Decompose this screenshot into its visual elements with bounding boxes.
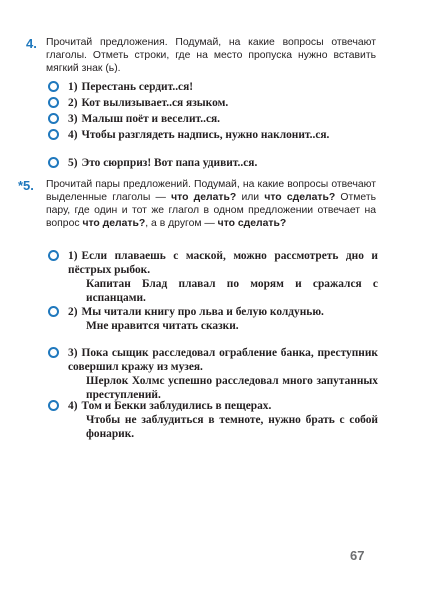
task-5-number: *5. <box>18 178 34 193</box>
option-text: Малыш поёт и веселит..ся. <box>81 113 221 125</box>
task-4-option-2[interactable]: 2) Кот вылизывает..ся языком. <box>48 96 378 110</box>
option-radio[interactable] <box>48 81 59 92</box>
option-radio[interactable] <box>48 306 59 317</box>
highlighted-verb: заблудиться <box>141 414 204 426</box>
task-4 <box>26 36 376 75</box>
highlighted-verb: плаваешь <box>114 250 166 262</box>
option-radio[interactable] <box>48 157 59 168</box>
task-4-instructions: Прочитай предложения. Подумай, на какие вопросы отвечают глаголы. Отметь строки, где на место пропуска нужно вставить мягкий знак (ь). <box>46 37 376 74</box>
task-5-option-3[interactable]: 3) Пока сыщик расследовал ограбление банка, преступник совершил кражу из музея. Шерлок Холмс успешно расследовал много запутанных преступлений. <box>48 346 378 402</box>
highlighted-verb: заблудились <box>149 400 213 412</box>
highlighted-verb: расследовал <box>215 375 279 387</box>
highlighted-verb: плавал <box>178 278 216 290</box>
option-text: Это сюрприз! Вот папа удивит..ся. <box>81 157 258 169</box>
highlighted-verb: читали <box>104 306 142 318</box>
task-5-option-2[interactable]: 2) Мы читали книгу про льва и белую колдунью. Мне нравится читать сказки. <box>48 305 378 333</box>
task-5-option-1[interactable]: 1) Если плаваешь с маской, можно рассмотреть дно и пёстрых рыбок. Капитан Блад плавал по морям и сражался с испанцами. <box>48 249 378 305</box>
option-radio[interactable] <box>48 97 59 108</box>
highlighted-verb: читать <box>162 320 199 332</box>
option-radio[interactable] <box>48 347 59 358</box>
option-text: Кот вылизывает..ся языком. <box>81 97 229 109</box>
task-4-option-5[interactable]: 5) Это сюрприз! Вот папа удивит..ся. <box>48 156 378 170</box>
task-5 <box>18 178 376 230</box>
option-radio[interactable] <box>48 400 59 411</box>
task-4-option-3[interactable]: 3) Малыш поёт и веселит..ся. <box>48 112 378 126</box>
option-text: Чтобы разглядеть надпись, нужно наклонит..ся. <box>81 129 330 141</box>
option-radio[interactable] <box>48 113 59 124</box>
task-5-instructions: Прочитай пары предложений. Подумай, на какие вопросы отвечают выделенные глаголы — что делать? или что сделать? Отметь пару, где один и тот же глагол в одном предложении отвечает на вопрос что делать?, а в другом — что сделать? <box>46 179 376 229</box>
highlighted-verb: расследовал <box>152 347 216 359</box>
page-number: 67 <box>350 548 365 563</box>
task-4-number: 4. <box>26 36 37 51</box>
task-4-option-4[interactable]: 4) Чтобы разглядеть надпись, нужно наклонит..ся. <box>48 128 378 142</box>
task-5-option-4[interactable]: 4) Том и Бекки заблудились в пещерах. Чтобы не заблудиться в темноте, нужно брать с собой фонарик. <box>48 399 378 441</box>
option-text: Перестань сердит..ся! <box>81 81 194 93</box>
option-radio[interactable] <box>48 250 59 261</box>
option-radio[interactable] <box>48 129 59 140</box>
task-4-option-1[interactable]: 1) Перестань сердит..ся! <box>48 80 378 94</box>
